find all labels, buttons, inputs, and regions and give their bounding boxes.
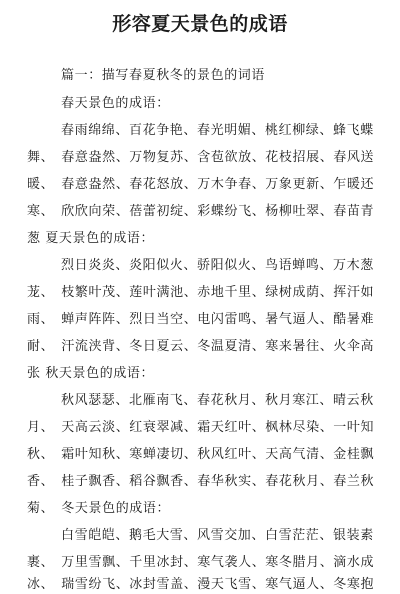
text-line-winter-heading: 菊、 冬天景色的成语： bbox=[27, 501, 171, 516]
text-line-autumn-heading: 张 秋天景色的成语： bbox=[27, 366, 155, 381]
text-line: 寒、 欣欣向荣、蓓蕾初绽、彩蝶纷飞、杨柳吐翠、春苗青 bbox=[27, 204, 375, 219]
text-line: 茏、 枝繁叶茂、莲叶满池、赤地千里、绿树成荫、挥汗如 bbox=[27, 285, 375, 300]
text-line: 秋风瑟瑟、北雁南飞、春花秋月、秋月寒江、晴云秋 bbox=[61, 393, 374, 408]
text-line: 耐、 汗流浃背、冬日夏云、冬温夏清、寒来暑往、火伞高 bbox=[27, 339, 375, 354]
text-line: 月、 天高云淡、红衰翠减、霜天红叶、枫林尽染、一叶知 bbox=[27, 420, 375, 435]
text-line: 秋、 霜叶知秋、寒蝉凄切、秋风红叶、天高气清、金桂飘 bbox=[27, 447, 375, 462]
text-line-intro: 篇一：描写春夏秋冬的景色的词语 bbox=[61, 68, 266, 83]
text-line: 雨、 蝉声阵阵、烈日当空、电闪雷鸣、暑气逼人、酷暑难 bbox=[27, 312, 375, 327]
text-line: 裹、 万里雪飘、千里冰封、寒气袭人、寒冬腊月、滴水成 bbox=[27, 555, 375, 570]
text-line-spring-heading: 春天景色的成语： bbox=[61, 96, 170, 111]
text-line: 白雪皑皑、鹅毛大雪、风雪交加、白雪茫茫、银装素 bbox=[61, 528, 374, 543]
text-line: 烈日炎炎、炎阳似火、骄阳似火、鸟语蝉鸣、万木葱 bbox=[61, 258, 374, 273]
text-line: 春雨绵绵、百花争艳、春光明媚、桃红柳绿、蜂飞蝶 bbox=[61, 123, 374, 138]
text-line: 暖、 春意盎然、春花怒放、万木争春、万象更新、乍暖还 bbox=[27, 177, 375, 192]
text-line: 舞、 春意盎然、万物复苏、含苞欲放、花枝招展、春风送 bbox=[27, 150, 375, 165]
text-line: 香、 桂子飘香、稻谷飘香、春华秋实、春花秋月、春兰秋 bbox=[27, 474, 375, 489]
text-line: 冰、 瑞雪纷飞、冰封雪盖、漫天飞雪、寒气逼人、冬寒抱 bbox=[27, 577, 375, 592]
document-title: 形容夏天景色的成语 bbox=[112, 13, 288, 35]
text-line-summer-heading: 葱 夏天景色的成语： bbox=[27, 231, 155, 246]
